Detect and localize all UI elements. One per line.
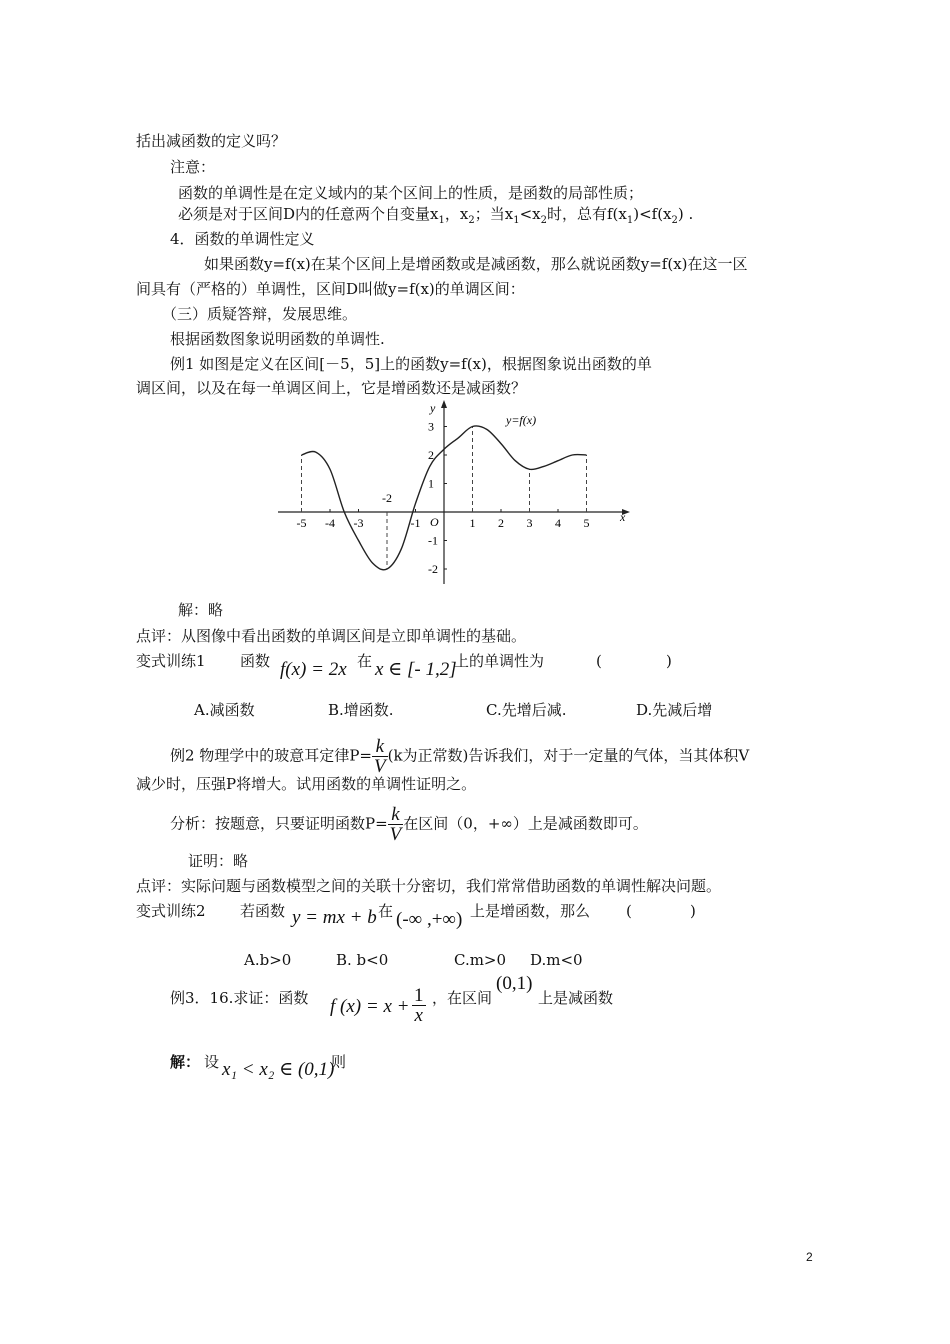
math-expr: (0,1) [496, 973, 533, 994]
x-tick-label: 5 [583, 516, 590, 530]
text-line: 注意： [170, 158, 216, 176]
x-tick-label: -4 [325, 516, 335, 530]
text-line: 减少时，压强P将增大。试用函数的单调性证明之。 [136, 775, 477, 793]
x-axis-label: x [620, 510, 626, 524]
math-expr: y = mx + b [292, 907, 377, 928]
text-line: 调区间，以及在每一单调区间上，它是增函数还是减函数？ [136, 379, 527, 397]
x-tick-label: 2 [498, 516, 504, 530]
fraction: $\frac{1}{x}$ [414, 985, 424, 1026]
option: D.m<0 [530, 951, 583, 969]
option: D.先减后增 [636, 701, 713, 719]
text-line: 例1 如图是定义在区间[－5，5]上的函数y=f(x)，根据图象说出函数的单 [170, 355, 652, 373]
function-graph [270, 398, 640, 588]
text-line: 间具有（严格的）单调性，区间D叫做y=f(x)的单调区间： [136, 280, 525, 298]
option: C.m>0 [454, 951, 507, 969]
y-tick-label: -1 [428, 533, 438, 548]
x-tick-label: 1 [469, 516, 476, 530]
y-tick-label: 2 [428, 448, 434, 462]
text-line: 在 [378, 902, 394, 920]
text-line: 根据函数图象说明函数的单调性. [170, 330, 385, 348]
text-line: 上是减函数 [538, 989, 614, 1007]
math-expr: f(x) = 2x [280, 659, 347, 680]
text-line: 例2 物理学中的玻意耳定律P= $\frac{k}{V}$ (k为正常数)告诉我们，对于一定量的气体，当其体积V [170, 736, 750, 777]
text-line: 证明：略 [188, 852, 249, 870]
option: A.减函数 [194, 701, 255, 719]
text-line: 解：略 [178, 601, 224, 619]
x-tick-label: -1 [410, 516, 421, 530]
text-line: 变式训练2 [136, 902, 206, 920]
y-axis-label: y [430, 401, 436, 415]
option: A.b>0 [244, 951, 292, 969]
text-line: 点评：从图像中看出函数的单调区间是立即单调性的基础。 [136, 627, 527, 645]
text-line: 分析：按题意，只要证明函数P= $\frac{k}{V}$ 在区间（0，+∞）上是减函数即可。 [170, 804, 648, 845]
text-line: （三）质疑答辩，发展思维。 [162, 305, 358, 323]
math-expr: x ∈ [- 1,2] [375, 659, 457, 680]
fraction: $\frac{k}{V}$ [373, 736, 386, 777]
fraction: $\frac{k}{V}$ [389, 804, 402, 845]
x-tick-label: 3 [526, 516, 533, 530]
option: B.增函数. [328, 701, 394, 719]
text-line: 上是增函数，那么 [470, 902, 591, 920]
option: C.先增后减. [486, 701, 567, 719]
y-tick-label: 3 [428, 419, 434, 434]
origin-label: O [430, 515, 439, 529]
text-line: 则 [331, 1053, 347, 1071]
text-line: ) [666, 652, 672, 670]
curve-label: y=f(x) [506, 413, 537, 427]
text-line: 如果函数y=f(x)在某个区间上是增函数或是减函数，那么就说函数y=f(x)在这一区 [204, 255, 748, 273]
text-line: 必须是对于区间D内的任意两个自变量$x_1$，$x_2$；当$x_1<x_2$时，总有$f(x_1)<f(x_2)$ . [178, 205, 694, 226]
math-expr: f (x) = x + [330, 996, 410, 1017]
y-axis-arrow [441, 400, 447, 408]
text-line: 括出减函数的定义吗？ [136, 132, 287, 150]
text-line: 变式训练1 [136, 652, 206, 670]
text-line: 若函数 [240, 902, 286, 920]
section-heading: 4．函数的单调性定义 [170, 230, 315, 248]
x-tick-label: 4 [555, 516, 561, 530]
y-tick-label: -2 [428, 562, 438, 576]
text-line: ，在区间 [432, 989, 493, 1007]
text-line: 设 [204, 1053, 220, 1071]
text-line: 例3．16.求证：函数 [170, 989, 309, 1007]
text-line: 函数的单调性是在定义域内的某个区间上的性质，是函数的局部性质； [178, 184, 644, 202]
y-tick-label: 1 [428, 476, 434, 491]
text-line: 解： [170, 1053, 201, 1071]
option: B. b<0 [336, 951, 389, 969]
text-line: 函数 [240, 652, 271, 670]
page-number: 2 [806, 1250, 813, 1264]
x-tick-label: -3 [353, 516, 364, 530]
text-line: 在 [357, 652, 373, 670]
text-line: ) [690, 902, 696, 920]
math-expr: x₁ < x₂ ∈ (0,1) [222, 1059, 335, 1080]
text-line: ( [596, 652, 602, 670]
annotation: -2 [382, 491, 392, 505]
text-line: ( [626, 902, 632, 920]
math-expr: (-∞ ,+∞) [396, 909, 463, 930]
text-line: 点评：实际问题与函数模型之间的关联十分密切，我们常常借助函数的单调性解决问题。 [136, 877, 722, 895]
text-line: 上的单调性为 [454, 652, 545, 670]
x-tick-label: -5 [296, 516, 307, 530]
